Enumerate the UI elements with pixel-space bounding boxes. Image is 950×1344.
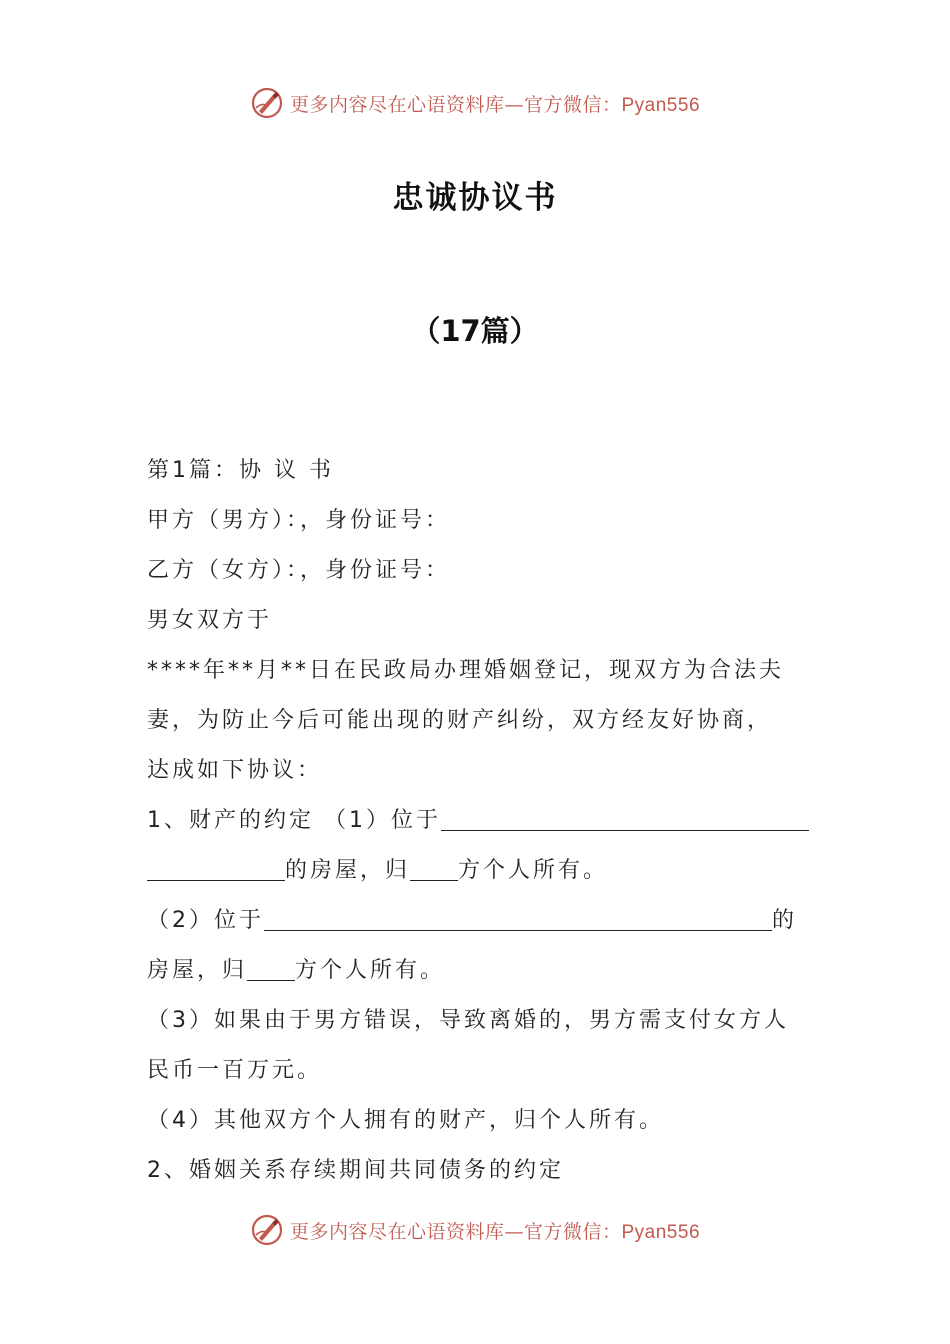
- clause-1-line-2: 的房屋，归 方个人所有。: [147, 846, 809, 896]
- blank-line: [264, 900, 772, 931]
- clause-1-line-1: 1、财产的约定 （1）位于: [147, 796, 809, 846]
- body-line: 男女双方于: [147, 608, 273, 633]
- footer-banner: [0, 1210, 950, 1250]
- blank-line: [247, 950, 295, 981]
- body-line: ****年**月**日在民政局办理婚姻登记，现双方为合法夫: [147, 658, 785, 683]
- banner-text: 更多内容尽在心语资料库—官方微信：Pyan556: [289, 93, 701, 116]
- clause-4-line: （4）其他双方个人拥有的财产，归个人所有。: [147, 1108, 664, 1133]
- document-title: 忠诚协议书: [392, 180, 558, 216]
- blank-line: [147, 850, 285, 881]
- clause-3-line-1: （3）如果由于男方错误，导致离婚的，男方需支付女方人: [147, 1008, 789, 1033]
- header-banner: [0, 83, 950, 123]
- article-heading: 第1篇：协 议 书: [147, 458, 334, 483]
- party-a-line: 甲方（男方）：，身份证号：: [147, 508, 451, 533]
- banner-text: 更多内容尽在心语资料库—官方微信：Pyan556: [289, 1220, 701, 1243]
- body-line: 妻，为防止今后可能出现的财产纠纷，双方经友好协商，: [147, 708, 773, 733]
- document-body: [147, 446, 809, 1196]
- document-subtitle: （17篇）: [411, 314, 539, 348]
- wechat-id: Pyan556: [621, 1221, 701, 1243]
- party-b-line: 乙方（女方）：，身份证号：: [147, 558, 451, 583]
- blank-line: [441, 800, 809, 831]
- body-line: 达成如下协议：: [147, 758, 323, 783]
- pen-logo-icon: [250, 86, 284, 120]
- clause-3-line-2: 民币一百万元。: [147, 1058, 323, 1083]
- pen-logo-icon: [250, 1213, 284, 1247]
- wechat-id: Pyan556: [621, 94, 701, 116]
- clause-2-line-1: （2）位于 的: [147, 896, 809, 946]
- clause-2-line-2: 房屋，归 方个人所有。: [147, 946, 809, 996]
- section-2-heading: 2、婚姻关系存续期间共同债务的约定: [147, 1158, 564, 1183]
- blank-line: [410, 850, 458, 881]
